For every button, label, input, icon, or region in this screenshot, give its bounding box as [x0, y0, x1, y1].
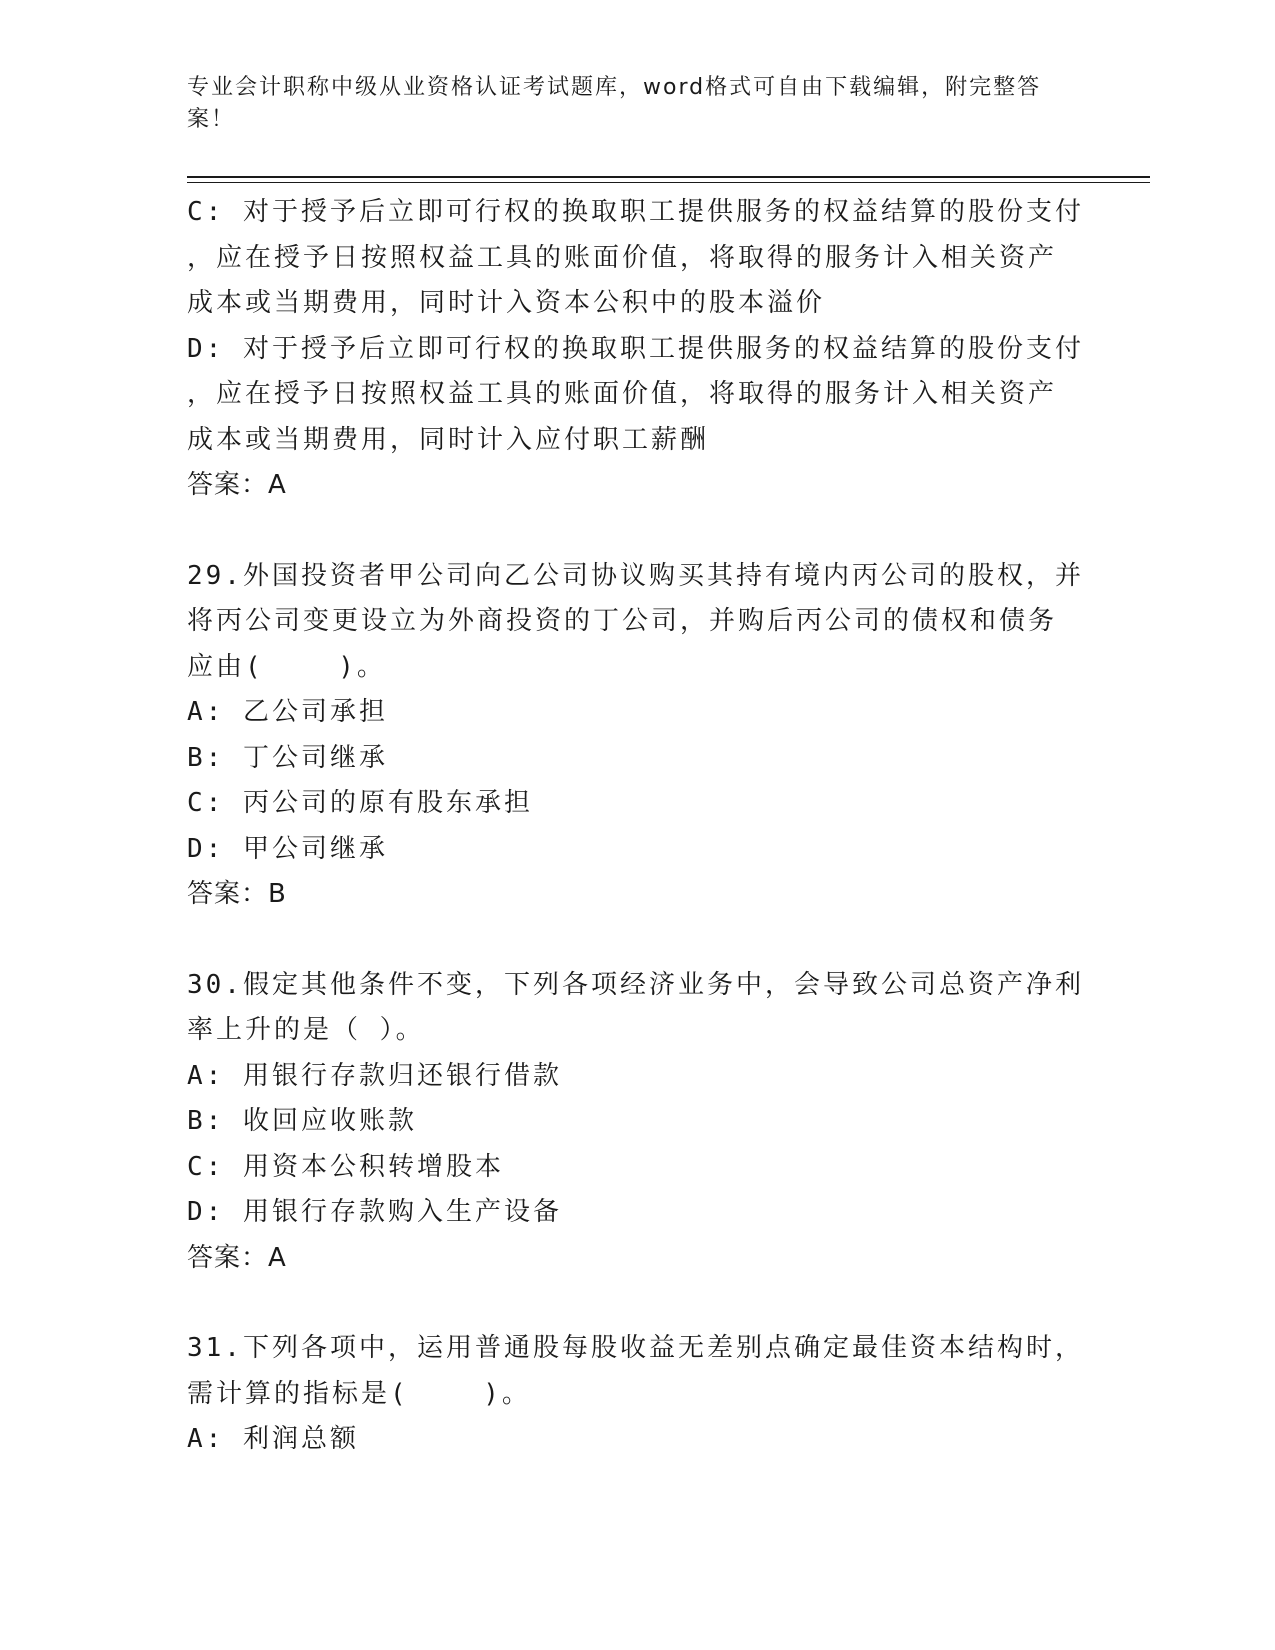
- question-spacer: [187, 918, 1087, 963]
- option-d: D: 用银行存款购入生产设备: [187, 1197, 562, 1227]
- option-c-line: ，应在授予日按照权益工具的账面价值，将取得的服务计入相关资产: [187, 242, 1058, 273]
- question-stem-line: 将丙公司变更设立为外商投资的丁公司，并购后丙公司的债权和债务: [187, 606, 1058, 636]
- answer-label: 答案：A: [187, 470, 287, 500]
- question-stem-line: 31.下列各项中，运用普通股每股收益无差别点确定最佳资本结构时，: [187, 1333, 1084, 1363]
- question-31: [187, 1326, 1087, 1463]
- question-stem-line: 29.外国投资者甲公司向乙公司协议购买其持有境内丙公司的股权，并: [187, 560, 1084, 591]
- option-c: C: 用资本公积转增股本: [187, 1151, 504, 1182]
- answer-label: 答案：B: [187, 879, 287, 909]
- option-d-line: D: 对于授予后立即可行权的换取职工提供服务的权益结算的股份支付: [187, 333, 1084, 364]
- question-spacer: [187, 1281, 1087, 1326]
- question-stem-line: 需计算的指标是( )。: [187, 1378, 531, 1409]
- question-stem-line: 率上升的是（ ）。: [187, 1015, 425, 1045]
- question-28-fragment: [187, 190, 1087, 509]
- option-d-line: ，应在授予日按照权益工具的账面价值，将取得的服务计入相关资产: [187, 379, 1058, 409]
- question-stem-line: 30.假定其他条件不变，下列各项经济业务中，会导致公司总资产净利: [187, 969, 1084, 1000]
- option-a: A: 用银行存款归还银行借款: [187, 1060, 562, 1091]
- header-line-2: 案！: [187, 107, 236, 132]
- option-d-line: 成本或当期费用，同时计入应付职工薪酬: [187, 424, 710, 455]
- question-29: [187, 554, 1087, 918]
- option-a: A: 乙公司承担: [187, 697, 388, 727]
- document-body: [187, 190, 1087, 1463]
- answer-label: 答案：A: [187, 1242, 287, 1273]
- option-c-line: 成本或当期费用，同时计入资本公积中的股本溢价: [187, 288, 826, 318]
- question-30: [187, 963, 1087, 1282]
- option-b: B: 丁公司继承: [187, 742, 388, 773]
- question-stem-line: 应由( )。: [187, 651, 386, 682]
- header-divider-thick: [187, 176, 1150, 178]
- option-d: D: 甲公司继承: [187, 833, 388, 864]
- option-c-line: C: 对于授予后立即可行权的换取职工提供服务的权益结算的股份支付: [187, 197, 1084, 227]
- header-divider-thin: [187, 182, 1150, 183]
- header-line-1: 专业会计职称中级从业资格认证考试题库，word格式可自由下载编辑，附完整答: [187, 75, 1042, 100]
- option-a: A: 利润总额: [187, 1424, 359, 1454]
- question-spacer: [187, 509, 1087, 554]
- option-c: C: 丙公司的原有股东承担: [187, 788, 533, 818]
- document-header: [187, 72, 1067, 136]
- option-b: B: 收回应收账款: [187, 1106, 417, 1136]
